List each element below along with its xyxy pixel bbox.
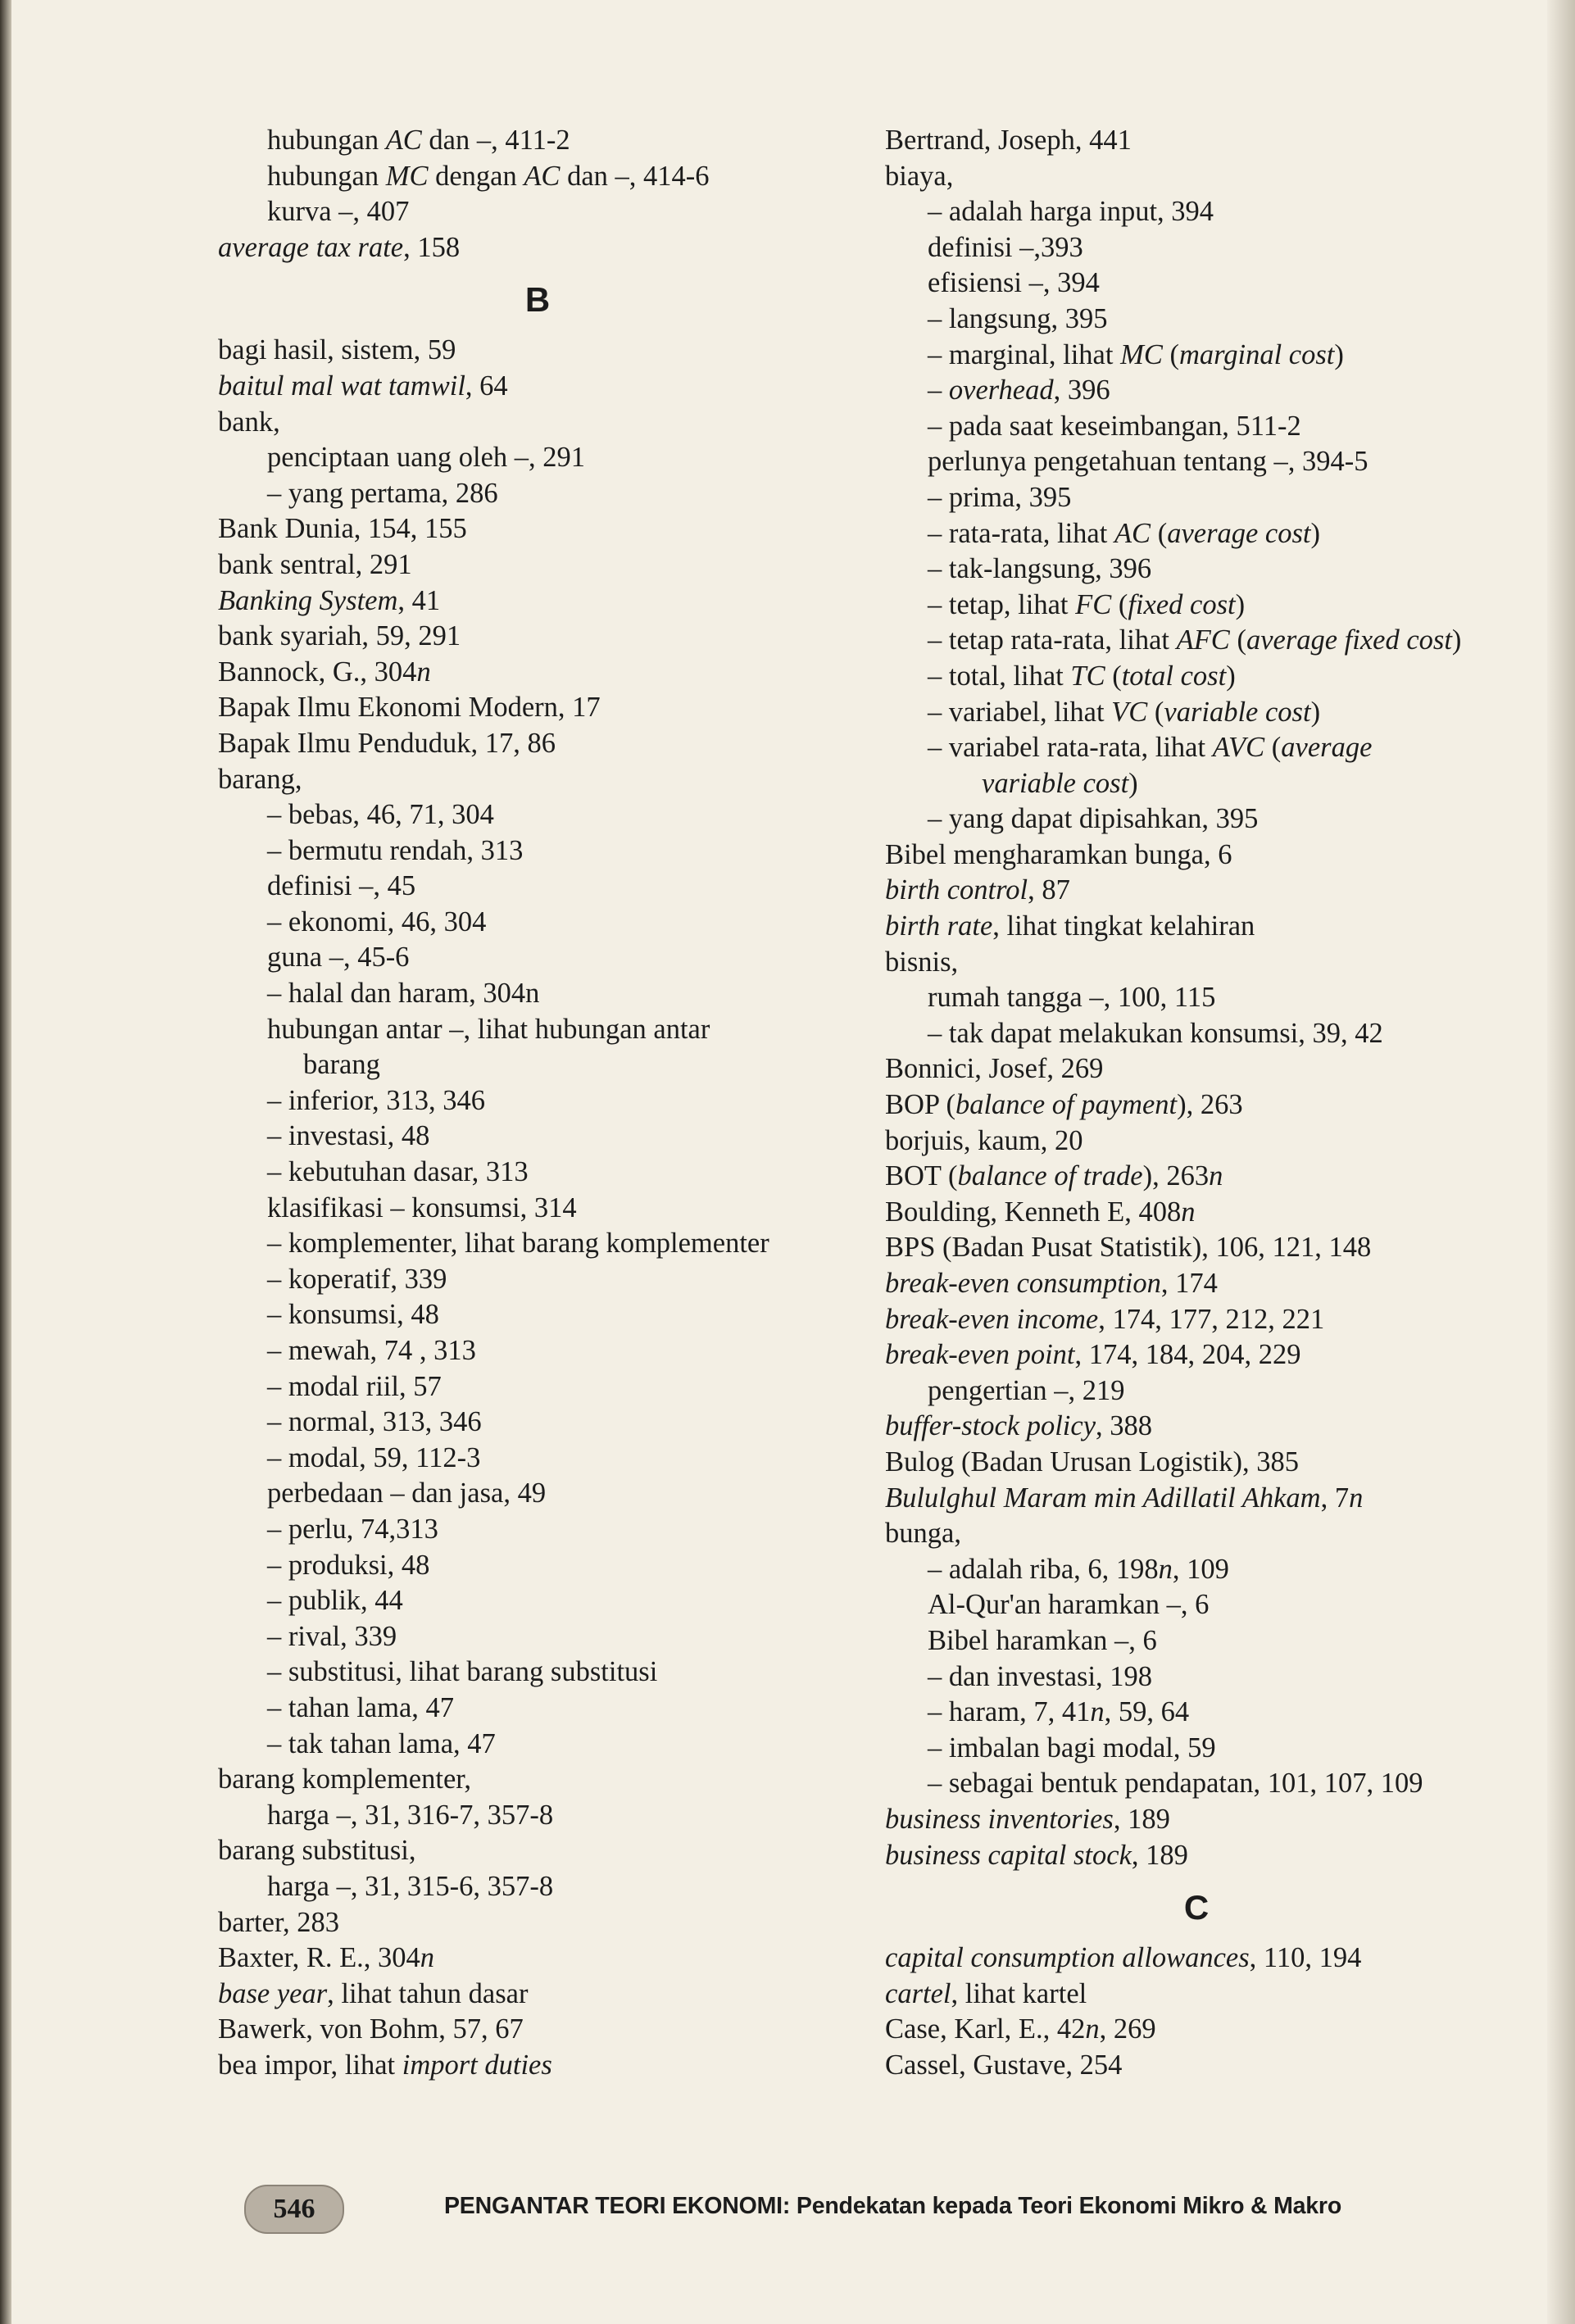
index-entry bbox=[885, 1337, 1508, 1373]
index-entry-text: TC bbox=[1070, 660, 1105, 692]
index-entry-text: – halal dan haram, 304n bbox=[267, 978, 540, 1010]
index-entry-text: break-even consumption bbox=[885, 1268, 1161, 1299]
index-entry-text: ) bbox=[1451, 624, 1462, 656]
index-entry-text: buffer-stock policy bbox=[885, 1410, 1096, 1442]
index-entry bbox=[885, 1123, 1508, 1160]
index-entry-text: AC bbox=[1114, 517, 1151, 549]
index-entry-text: ( bbox=[1105, 660, 1122, 692]
index-entry-text: BPS (Badan Pusat Statistik), 106, 121, 148 bbox=[885, 1232, 1372, 1264]
index-entry-text: – imbalan bagi modal, 59 bbox=[928, 1732, 1216, 1763]
index-entry bbox=[885, 1159, 1508, 1195]
index-entry bbox=[885, 338, 1508, 374]
index-entry-text: Bank Dunia, 154, 155 bbox=[218, 513, 467, 545]
index-entry bbox=[218, 583, 857, 620]
index-entry-text: pengertian –, 219 bbox=[928, 1374, 1125, 1406]
index-entry bbox=[218, 833, 857, 869]
index-entry-text: business inventories bbox=[885, 1803, 1114, 1835]
index-entry-text: ), 263 bbox=[1142, 1160, 1210, 1192]
index-entry bbox=[885, 980, 1508, 1016]
index-entry-text: ) bbox=[1334, 338, 1344, 370]
index-entry bbox=[885, 1230, 1508, 1266]
page-number: 546 bbox=[244, 2185, 344, 2234]
index-entry-text: , 158 bbox=[403, 231, 461, 263]
index-entry-text: average fixed cost bbox=[1246, 624, 1452, 656]
index-entry-text: klasifikasi – konsumsi, 314 bbox=[267, 1192, 577, 1223]
index-entry-text: – modal riil, 57 bbox=[267, 1370, 442, 1402]
index-entry bbox=[218, 230, 857, 266]
page-footer bbox=[244, 2185, 1432, 2234]
index-entry bbox=[218, 1262, 857, 1298]
index-entry-text: rumah tangga –, 100, 115 bbox=[928, 982, 1216, 1014]
index-entry bbox=[218, 1476, 857, 1512]
index-entry-text: ) bbox=[1310, 517, 1321, 549]
index-entry bbox=[218, 1977, 857, 2013]
index-entry-text: harga –, 31, 316-7, 357-8 bbox=[267, 1799, 554, 1831]
index-entry-text: hubungan bbox=[267, 125, 386, 156]
index-entry-text: definisi –, 45 bbox=[267, 870, 416, 902]
index-entry-text: average bbox=[1281, 732, 1373, 764]
index-entry-text: n bbox=[1209, 1160, 1223, 1192]
index-entry bbox=[885, 623, 1508, 659]
index-entry-text: , lihat kartel bbox=[951, 1977, 1087, 2009]
index-entry-text: – publik, 44 bbox=[267, 1585, 403, 1617]
index-entry-text: – langsung, 395 bbox=[928, 302, 1108, 334]
index-entry-text: kurva –, 407 bbox=[267, 196, 410, 228]
index-entry-text: variable cost bbox=[1164, 696, 1311, 728]
index-entry bbox=[885, 1731, 1508, 1767]
index-entry bbox=[885, 1659, 1508, 1695]
index-entry bbox=[885, 1445, 1508, 1481]
index-entry-text: break-even point bbox=[885, 1339, 1075, 1371]
index-entry-text: efisiensi –, 394 bbox=[928, 267, 1100, 299]
index-entry-text: harga –, 31, 315-6, 357-8 bbox=[267, 1870, 554, 1902]
index-entry-text: , 110, 194 bbox=[1249, 1942, 1362, 1974]
index-entry-text: ) bbox=[1235, 588, 1246, 620]
index-entry-text: Bonnici, Josef, 269 bbox=[885, 1053, 1104, 1085]
index-entry bbox=[218, 1191, 857, 1227]
index-entry-text: MC bbox=[1120, 338, 1163, 370]
index-entry-text: ) bbox=[1128, 767, 1138, 799]
index-entry bbox=[885, 1302, 1508, 1338]
index-entry-text: baitul mal wat tamwil bbox=[218, 370, 465, 402]
index-entry-text: Bawerk, von Bohm, 57, 67 bbox=[218, 2013, 524, 2045]
index-entry bbox=[885, 409, 1508, 445]
index-entry bbox=[885, 1373, 1508, 1409]
index-entry-text: perlunya pengetahuan tentang –, 394-5 bbox=[928, 446, 1368, 478]
index-entry bbox=[885, 945, 1508, 981]
index-entry bbox=[218, 1727, 857, 1763]
index-entry-text: AVC bbox=[1212, 732, 1265, 764]
index-column-left bbox=[218, 123, 857, 2083]
index-entry-text: – tetap, lihat bbox=[928, 588, 1076, 620]
index-entry-text: marginal cost bbox=[1178, 338, 1335, 370]
index-entry-text: cartel bbox=[885, 1977, 951, 2009]
index-entry bbox=[218, 1833, 857, 1869]
index-column-right bbox=[885, 123, 1508, 2083]
index-entry bbox=[218, 159, 857, 195]
index-entry-text: n bbox=[1158, 1553, 1173, 1585]
index-entry bbox=[885, 1940, 1508, 1977]
index-entry bbox=[885, 230, 1508, 266]
index-entry-text: MC bbox=[385, 160, 429, 192]
index-entry bbox=[218, 1619, 857, 1655]
index-entry-text: – tahan lama, 47 bbox=[267, 1691, 455, 1723]
index-entry bbox=[885, 194, 1508, 230]
index-entry-text: capital consumption allowances bbox=[885, 1942, 1250, 1974]
index-entry-text: – produksi, 48 bbox=[267, 1549, 430, 1581]
index-entry-text: – tak dapat melakukan konsumsi, 39, 42 bbox=[928, 1017, 1383, 1049]
index-entry-text: – koperatif, 339 bbox=[267, 1263, 447, 1295]
index-entry bbox=[218, 2048, 857, 2084]
index-entry-text: biaya, bbox=[885, 160, 954, 192]
index-entry bbox=[218, 1083, 857, 1119]
page-edge bbox=[1547, 0, 1575, 2324]
index-entry-text: Bapak Ilmu Ekonomi Modern, 17 bbox=[218, 692, 601, 724]
index-entry-text: bunga, bbox=[885, 1518, 961, 1550]
index-entry-text: n bbox=[1181, 1196, 1196, 1228]
index-entry bbox=[885, 1051, 1508, 1087]
index-entry bbox=[218, 1012, 857, 1048]
index-section-heading: C bbox=[1183, 1888, 1210, 1927]
index-entry bbox=[218, 1297, 857, 1333]
index-entry bbox=[885, 1516, 1508, 1552]
index-entry-text: dengan bbox=[428, 160, 524, 192]
index-entry-text: – total, lihat bbox=[928, 660, 1071, 692]
index-entry-text: Bibel mengharamkan bunga, 6 bbox=[885, 838, 1232, 870]
index-entry-text: bea impor, lihat bbox=[218, 2049, 402, 2081]
index-entry-text: overhead bbox=[948, 374, 1054, 406]
index-entry-text: borjuis, kaum, 20 bbox=[885, 1124, 1083, 1156]
index-entry bbox=[218, 123, 857, 159]
index-entry bbox=[218, 1940, 857, 1977]
index-entry bbox=[885, 551, 1508, 588]
index-entry-text: , 388 bbox=[1096, 1410, 1153, 1442]
index-entry-text: balance of payment bbox=[955, 1089, 1178, 1121]
index-entry bbox=[885, 801, 1508, 837]
index-entry bbox=[218, 1548, 857, 1584]
index-entry-text: Bibel haramkan –, 6 bbox=[928, 1624, 1157, 1656]
index-entry bbox=[218, 1654, 857, 1691]
index-entry-text: , 59, 64 bbox=[1104, 1696, 1190, 1728]
index-entry bbox=[218, 369, 857, 405]
index-entry-text: ( bbox=[1111, 588, 1128, 620]
index-entry bbox=[885, 1695, 1508, 1731]
index-entry bbox=[218, 1905, 857, 1941]
index-entry bbox=[885, 695, 1508, 731]
index-entry bbox=[218, 940, 857, 976]
index-entry bbox=[885, 1552, 1508, 1588]
index-entry-text: – adalah riba, 6, 198 bbox=[928, 1553, 1159, 1585]
index-entry-text: – yang pertama, 286 bbox=[267, 477, 498, 509]
index-entry-text: AC bbox=[385, 125, 422, 156]
index-entry-text: BOT ( bbox=[885, 1160, 958, 1192]
index-entry bbox=[885, 1481, 1508, 1517]
index-entry-text: – normal, 313, 346 bbox=[267, 1406, 482, 1438]
index-entry-text: – investasi, 48 bbox=[267, 1120, 430, 1152]
index-entry bbox=[218, 797, 857, 833]
index-entry-text: , 7 bbox=[1320, 1482, 1350, 1514]
index-entry-text: import duties bbox=[402, 2049, 552, 2081]
index-entry bbox=[885, 480, 1508, 516]
index-entry-text: n bbox=[1085, 2013, 1100, 2045]
index-entry-text: Banking System bbox=[218, 584, 398, 616]
index-entry bbox=[885, 1016, 1508, 1052]
index-entry bbox=[218, 1405, 857, 1441]
index-entry bbox=[885, 837, 1508, 874]
index-entry-text: , 87 bbox=[1028, 874, 1070, 906]
index-entry-text: definisi –,393 bbox=[928, 231, 1083, 263]
index-entry bbox=[218, 547, 857, 583]
index-entry bbox=[885, 2048, 1508, 2084]
index-entry bbox=[218, 1798, 857, 1834]
index-entry-text: , 174, 177, 212, 221 bbox=[1098, 1303, 1325, 1335]
index-entry-text: – inferior, 313, 346 bbox=[267, 1084, 485, 1116]
index-entry-text: , 189 bbox=[1113, 1803, 1170, 1835]
book-title: PENGANTAR TEORI EKONOMI: Pendekatan kepada Teori Ekonomi Mikro & Makro bbox=[444, 2193, 1342, 2219]
index-entry-text: birth control bbox=[885, 874, 1028, 906]
index-entry-text: – pada saat keseimbangan, 511-2 bbox=[928, 410, 1301, 442]
index-entry-text: – bermutu rendah, 313 bbox=[267, 834, 524, 866]
index-entry bbox=[218, 511, 857, 547]
index-entry bbox=[218, 440, 857, 476]
index-entry bbox=[218, 1226, 857, 1262]
index-entry-text: barang bbox=[303, 1049, 380, 1081]
index-entry bbox=[218, 1869, 857, 1905]
index-entry bbox=[885, 1587, 1508, 1623]
index-entry-text: , 269 bbox=[1099, 2013, 1156, 2045]
index-entry-text: – variabel, lihat bbox=[928, 696, 1112, 728]
index-entry-text: – kebutuhan dasar, 313 bbox=[267, 1156, 529, 1188]
index-entry-text: – bbox=[928, 374, 949, 406]
index-entry-text: break-even income bbox=[885, 1303, 1099, 1335]
index-entry-text: barang substitusi, bbox=[218, 1835, 416, 1867]
index-entry bbox=[885, 266, 1508, 302]
index-entry-text: – modal, 59, 112-3 bbox=[267, 1441, 481, 1473]
page-binding-shadow bbox=[0, 0, 11, 2324]
index-entry bbox=[218, 1333, 857, 1369]
index-entry-text: Bulog (Badan Urusan Logistik), 385 bbox=[885, 1446, 1299, 1477]
index-entry-text: n bbox=[416, 656, 431, 688]
index-entry bbox=[218, 869, 857, 905]
index-entry-text: , lihat tingkat kelahiran bbox=[992, 910, 1255, 942]
index-entry bbox=[218, 1583, 857, 1619]
index-entry bbox=[885, 1195, 1508, 1231]
index-entry-text: bagi hasil, sistem, 59 bbox=[218, 334, 456, 366]
index-entry-text: – tak-langsung, 396 bbox=[928, 553, 1152, 585]
index-entry bbox=[218, 1369, 857, 1405]
index-entry-text: ), 263 bbox=[1177, 1089, 1243, 1121]
index-entry-text: ( bbox=[1147, 696, 1164, 728]
index-entry-text: ( bbox=[1162, 338, 1179, 370]
index-entry bbox=[218, 194, 857, 230]
index-entry-text: FC bbox=[1075, 588, 1112, 620]
index-entry-text: balance of trade bbox=[957, 1160, 1143, 1192]
index-entry bbox=[218, 476, 857, 512]
index-entry-text: penciptaan uang oleh –, 291 bbox=[267, 442, 586, 474]
index-entry-text: average cost bbox=[1167, 517, 1311, 549]
index-entry bbox=[218, 1512, 857, 1548]
index-entry bbox=[885, 159, 1508, 195]
index-entry-text: , 41 bbox=[397, 584, 441, 616]
index-entry-text: – dan investasi, 198 bbox=[928, 1660, 1153, 1692]
index-entry bbox=[218, 762, 857, 798]
index-entry bbox=[218, 655, 857, 691]
index-entry bbox=[885, 873, 1508, 909]
index-entry bbox=[218, 405, 857, 441]
index-entry-text: Al-Qur'an haramkan –, 6 bbox=[928, 1589, 1210, 1621]
index-entry-text: VC bbox=[1111, 696, 1148, 728]
index-entry-text: base year bbox=[218, 1977, 328, 2009]
index-entry bbox=[218, 2012, 857, 2048]
index-entry-text: , 174 bbox=[1160, 1268, 1218, 1299]
index-entry-text: average tax rate bbox=[218, 231, 404, 263]
index-entry-text: n bbox=[1090, 1696, 1105, 1728]
index-entry-text: , 189 bbox=[1131, 1839, 1188, 1871]
index-entry-text: ( bbox=[1264, 732, 1282, 764]
index-entry-text: bank sentral, 291 bbox=[218, 548, 412, 580]
index-entry-text: – mewah, 74 , 313 bbox=[267, 1335, 476, 1366]
index-entry-text: barang, bbox=[218, 763, 302, 795]
index-entry bbox=[885, 1623, 1508, 1659]
index-entry bbox=[218, 1155, 857, 1191]
index-entry-text: ) bbox=[1226, 660, 1236, 692]
index-entry-text: , 396 bbox=[1053, 374, 1110, 406]
index-entry-text: – substitusi, lihat barang substitusi bbox=[267, 1656, 658, 1688]
index-entry-text: guna –, 45-6 bbox=[267, 942, 410, 974]
index-entry bbox=[885, 1266, 1508, 1302]
index-entry-text: , lihat tahun dasar bbox=[327, 1977, 529, 2009]
index-entry-text: dan –, 414-6 bbox=[560, 160, 710, 192]
index-entry bbox=[885, 766, 1508, 802]
index-entry bbox=[885, 659, 1508, 695]
index-entry-text: – tak tahan lama, 47 bbox=[267, 1727, 496, 1759]
index-entry-text: bisnis, bbox=[885, 946, 959, 978]
index-entry-text: dan –, 411-2 bbox=[421, 125, 570, 156]
index-entry-text: Boulding, Kenneth E, 408 bbox=[885, 1196, 1182, 1228]
index-entry-text: – rival, 339 bbox=[267, 1620, 397, 1652]
index-entry-text: – sebagai bentuk pendapatan, 101, 107, 109 bbox=[928, 1768, 1423, 1800]
index-entry bbox=[885, 1838, 1508, 1874]
index-entry bbox=[885, 1409, 1508, 1445]
index-entry bbox=[885, 909, 1508, 945]
index-entry-text: fixed cost bbox=[1128, 588, 1236, 620]
index-entry bbox=[218, 1119, 857, 1155]
index-entry-text: business capital stock bbox=[885, 1839, 1132, 1871]
index-entry-text: ( bbox=[1229, 624, 1246, 656]
index-entry-text: – konsumsi, 48 bbox=[267, 1299, 439, 1331]
index-entry-text: – ekonomi, 46, 304 bbox=[267, 906, 487, 937]
index-entry-text: Baxter, R. E., 304 bbox=[218, 1942, 420, 1974]
index-entry bbox=[885, 373, 1508, 409]
index-entry-text: n bbox=[420, 1942, 435, 1974]
index-entry bbox=[885, 2012, 1508, 2048]
index-entry bbox=[218, 619, 857, 655]
index-entry bbox=[885, 1802, 1508, 1838]
index-entry-text: , 64 bbox=[465, 370, 508, 402]
index-entry-text: , 174, 184, 204, 229 bbox=[1074, 1339, 1301, 1371]
index-entry-text: n bbox=[1349, 1482, 1364, 1514]
index-entry bbox=[885, 302, 1508, 338]
index-entry-text: barang komplementer, bbox=[218, 1763, 472, 1795]
index-entry-text: – yang dapat dipisahkan, 395 bbox=[928, 803, 1259, 835]
index-entry-text: total cost bbox=[1121, 660, 1227, 692]
index-entry-text: – rata-rata, lihat bbox=[928, 517, 1114, 549]
index-entry bbox=[218, 690, 857, 726]
index-entry-text: – bebas, 46, 71, 304 bbox=[267, 799, 494, 831]
index-entry bbox=[218, 1441, 857, 1477]
index-entry-text: Bapak Ilmu Penduduk, 17, 86 bbox=[218, 727, 556, 759]
index-entry-text: BOP ( bbox=[885, 1089, 955, 1121]
index-entry-text: ) bbox=[1310, 696, 1321, 728]
index-entry-text: variable cost bbox=[982, 767, 1129, 799]
index-entry bbox=[885, 588, 1508, 624]
index-entry bbox=[885, 123, 1508, 159]
index-entry-text: birth rate bbox=[885, 910, 993, 942]
index-entry bbox=[885, 1977, 1508, 2013]
index-entry bbox=[218, 333, 857, 369]
index-section-heading: B bbox=[524, 280, 551, 320]
index-entry-text: Bertrand, Joseph, 441 bbox=[885, 125, 1132, 156]
index-entry-text: – tetap rata-rata, lihat bbox=[928, 624, 1177, 656]
index-entry bbox=[218, 1047, 857, 1083]
index-entry bbox=[885, 730, 1508, 766]
index-entry-text: perbedaan – dan jasa, 49 bbox=[267, 1477, 547, 1509]
index-entry-text: Case, Karl, E., 42 bbox=[885, 2013, 1086, 2045]
index-entry bbox=[218, 1762, 857, 1798]
index-entry bbox=[218, 1691, 857, 1727]
index-entry-text: Cassel, Gustave, 254 bbox=[885, 2049, 1123, 2081]
index-entry-text: – haram, 7, 41 bbox=[928, 1696, 1091, 1728]
index-entry-text: – variabel rata-rata, lihat bbox=[928, 732, 1213, 764]
index-entry bbox=[885, 1087, 1508, 1123]
index-entry bbox=[885, 444, 1508, 480]
index-entry-text: bank, bbox=[218, 406, 280, 438]
index-entry bbox=[885, 1766, 1508, 1802]
index-entry-text: , 109 bbox=[1172, 1553, 1229, 1585]
index-entry-text: – komplementer, lihat barang komplementer bbox=[267, 1228, 769, 1260]
index-entry-text: Bululghul Maram min Adillatil Ahkam bbox=[885, 1482, 1321, 1514]
index-entry-text: Bannock, G., 304 bbox=[218, 656, 417, 688]
index-entry-text: AC bbox=[524, 160, 561, 192]
index-entry-text: – marginal, lihat bbox=[928, 338, 1121, 370]
index-entry bbox=[218, 976, 857, 1012]
index-entry-text: bank syariah, 59, 291 bbox=[218, 620, 461, 652]
index-entry bbox=[218, 905, 857, 941]
index-entry-text: – perlu, 74,313 bbox=[267, 1513, 438, 1545]
index-entry-text: hubungan bbox=[267, 160, 386, 192]
index-entry-text: – adalah harga input, 394 bbox=[928, 196, 1214, 228]
index-entry bbox=[218, 726, 857, 762]
index-entry bbox=[885, 516, 1508, 552]
index-entry-text: – prima, 395 bbox=[928, 481, 1072, 513]
index-entry-text: AFC bbox=[1176, 624, 1230, 656]
index-entry-text: hubungan antar –, lihat hubungan antar bbox=[267, 1013, 710, 1045]
index-entry-text: ( bbox=[1151, 517, 1168, 549]
index-entry-text: barter, 283 bbox=[218, 1906, 340, 1938]
